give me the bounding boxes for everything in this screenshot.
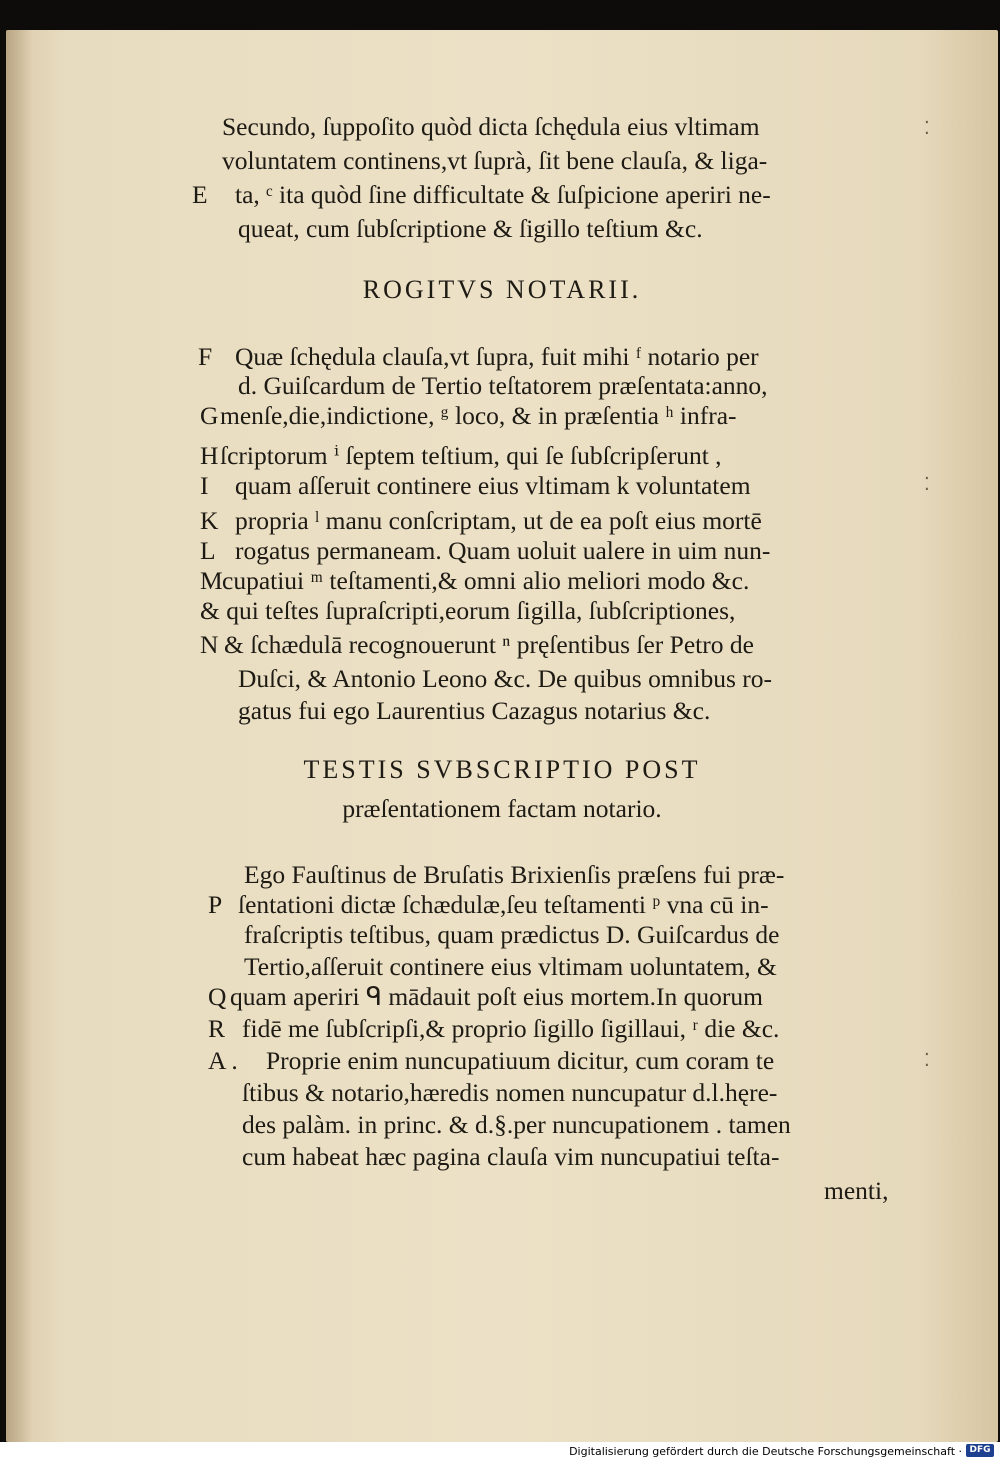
margin-letter: M bbox=[200, 566, 223, 595]
page-text bbox=[6, 30, 998, 1442]
section-heading: TESTIS SVBSCRIPTIO POST bbox=[303, 755, 701, 784]
text-line: queat, cum ſubſcriptione & ſigillo teſtium &c. bbox=[238, 214, 703, 243]
margin-letter: A . bbox=[208, 1046, 238, 1075]
margin-letter: I bbox=[200, 471, 209, 500]
margin-letter: P bbox=[208, 890, 223, 919]
edge-mark: ⁚ bbox=[924, 118, 930, 138]
margin-letter: L bbox=[200, 536, 216, 565]
text-line: Proprie enim nuncupatiuum dicitur, cum coram te bbox=[266, 1046, 775, 1075]
footer-credit: Digitalisierung gefördert durch die Deutsche Forschungsgemeinschaft · bbox=[569, 1445, 962, 1458]
margin-letter: G bbox=[200, 401, 219, 430]
text-line: quam aſſeruit continere eius vltimam k voluntatem bbox=[235, 471, 751, 500]
margin-letter: K bbox=[200, 506, 219, 535]
text-line: & ſchædulā recognouerunt ⁿ pręſentibus ſer Petro de bbox=[224, 630, 754, 659]
edge-mark: ⁚ bbox=[924, 474, 930, 494]
text-line: voluntatem continens,vt ſuprà, ſit bene clauſa, & liga- bbox=[222, 146, 768, 175]
book-page bbox=[6, 30, 998, 1442]
margin-letter: Q bbox=[208, 982, 227, 1011]
text-line: & qui teſtes ſupraſcripti,eorum ſigilla, ſubſcriptiones, bbox=[200, 596, 736, 625]
margin-letter: H bbox=[200, 441, 219, 470]
text-line: Secundo, ſuppoſito quòd dicta ſchędula eius vltimam bbox=[222, 112, 760, 141]
text-line: ſcriptorum ⁱ ſeptem teſtium, qui ſe ſubſcripſerunt , bbox=[220, 441, 722, 470]
margin-letter: F bbox=[198, 342, 213, 371]
text-line: fidē me ſubſcripſi,& proprio ſigillo ſigillaui, ʳ die &c. bbox=[242, 1014, 780, 1043]
text-line: des palàm. in princ. & d.§.per nuncupationem . tamen bbox=[242, 1110, 791, 1139]
text-line: menſe,die,indictione, ᵍ loco, & in præſentia ʰ infra- bbox=[220, 401, 737, 430]
text-line: ſentationi dictæ ſchædulæ,ſeu teſtamenti ᵖ vna cū in- bbox=[238, 890, 769, 919]
text-line: Quæ ſchędula clauſa,vt ſupra, fuit mihi ᶠ notario per bbox=[235, 342, 759, 371]
text-line: Duſci, & Antonio Leono &c. De quibus omnibus ro- bbox=[238, 664, 773, 693]
text-line: quam aperiri ᑫ mādauit poſt eius mortem.In quorum bbox=[230, 982, 763, 1011]
margin-letter: E bbox=[192, 180, 208, 209]
section-heading: ROGITVS NOTARII. bbox=[362, 275, 642, 304]
dfg-logo: DFG bbox=[966, 1444, 994, 1457]
text-line: gatus fui ego Laurentius Cazagus notarius &c. bbox=[238, 696, 711, 725]
text-line: d. Guiſcardum de Tertio teſtatorem præſentata:anno, bbox=[238, 371, 768, 400]
text-line: propria ˡ manu conſcriptam, ut de ea poſt eius mortē bbox=[235, 506, 762, 535]
text-line: ſtibus & notario,hæredis nomen nuncupatur d.l.hęre- bbox=[242, 1078, 778, 1107]
text-line: cum habeat hæc pagina clauſa vim nuncupatiui teſta- bbox=[242, 1142, 780, 1171]
margin-letter: N bbox=[200, 630, 219, 659]
text-line: fraſcriptis teſtibus, quam prædictus D. Guiſcardus de bbox=[244, 920, 780, 949]
text-line: Ego Fauſtinus de Bruſatis Brixienſis præſens fui præ- bbox=[244, 860, 785, 889]
text-line: menti, bbox=[824, 1176, 889, 1205]
section-subheading: præſentationem factam notario. bbox=[342, 794, 662, 823]
text-line: ta, ᶜ ita quòd ſine difficultate & ſuſpicione aperiri ne- bbox=[235, 180, 771, 209]
text-line: cupatiui ᵐ teſtamenti,& omni alio meliori modo &c. bbox=[222, 566, 750, 595]
margin-letter: R bbox=[208, 1014, 226, 1043]
text-line: Tertio,aſſeruit continere eius vltimam uoluntatem, & bbox=[244, 952, 777, 981]
text-line: rogatus permaneam. Quam uoluit ualere in uim nun- bbox=[235, 536, 771, 565]
edge-mark: ⁚ bbox=[924, 1050, 930, 1070]
